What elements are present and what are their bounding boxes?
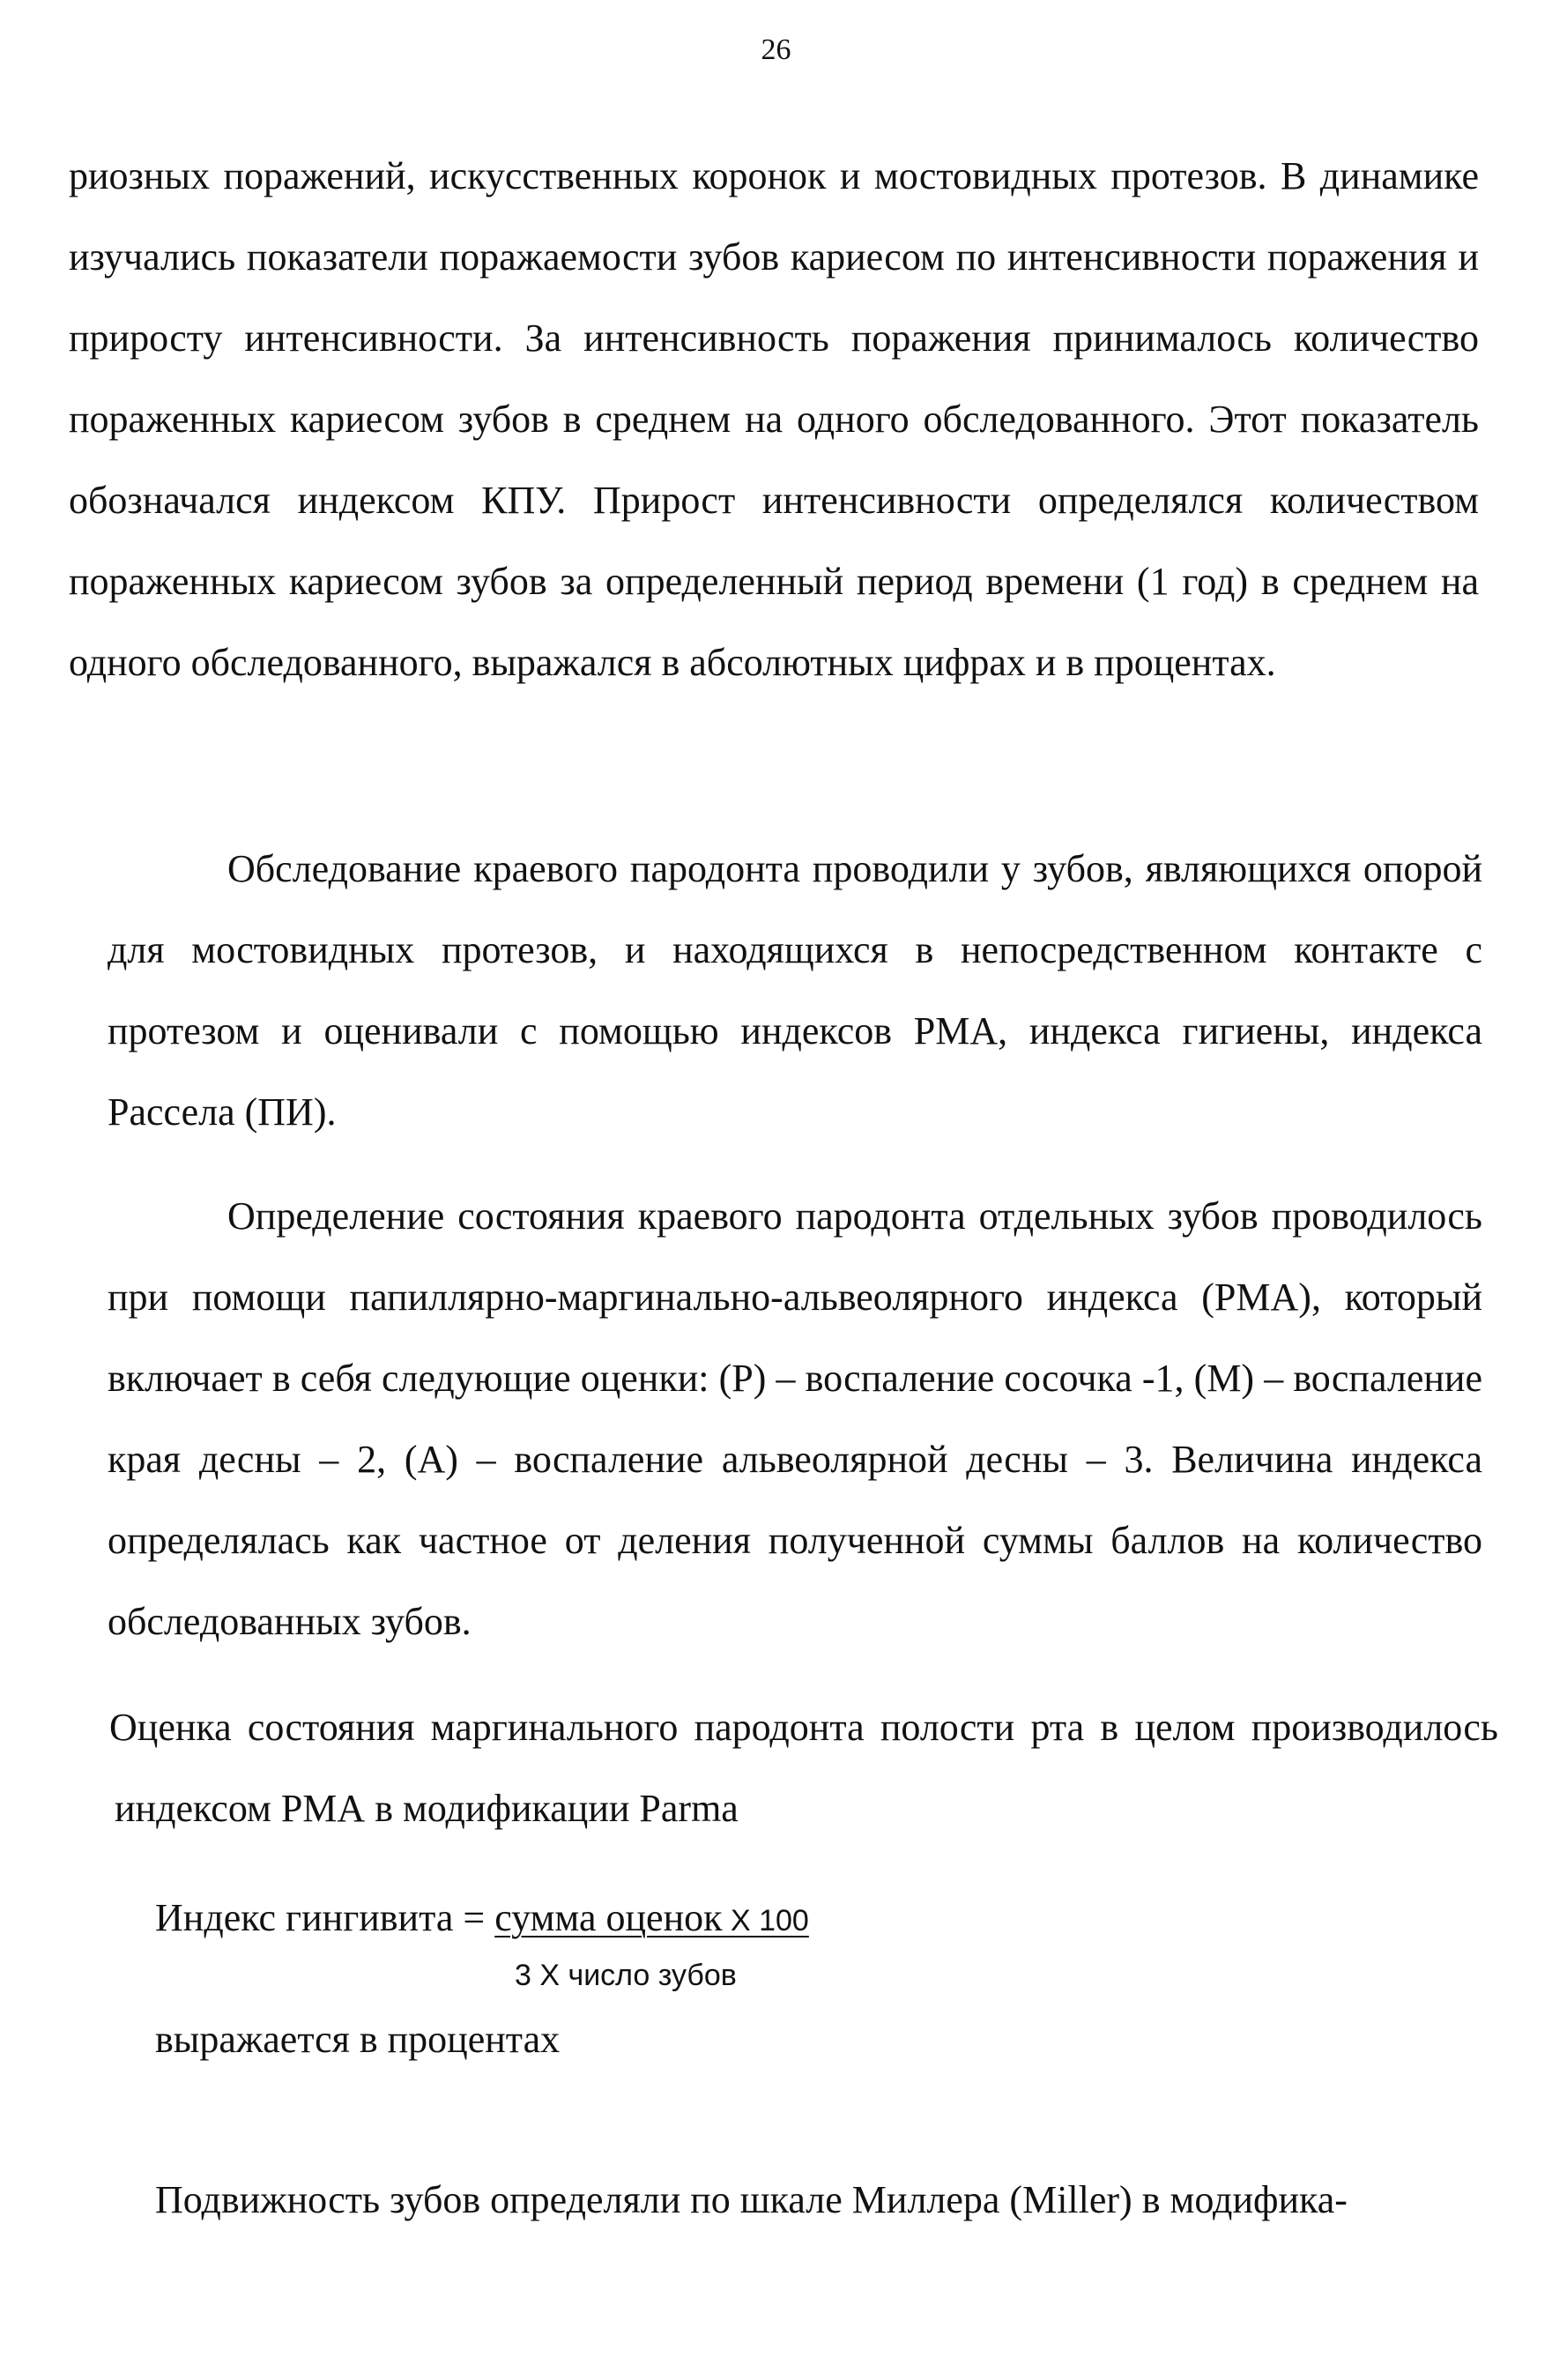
formula-numerator-suffix: X 100 (722, 1904, 809, 1937)
paragraph-tooth-mobility: Подвижность зубов определяли по шкале Миллера (Miller) в модифика- (155, 2178, 1348, 2221)
formula-denominator: 3 X число зубов (515, 1959, 737, 1992)
formula-numerator-text: сумма оценок (494, 1896, 723, 1939)
gingivitis-index-formula (155, 1895, 809, 1940)
formula-note: выражается в процентах (155, 2018, 561, 2061)
paragraph-pma-index: Определение состояния краевого пародонта отдельных зубов проводилось при помощи папиллярно-маргинально-альвеолярного индекса (РМА), который включает в себя следующие оценки: (Р) – воспаление сосочка -1, (М) – воспаление края десны – 2, (А) – воспаление альвеолярной десны – 3. Величина индекса определялась как частное от деления полученной суммы баллов на количество обследованных зубов. (108, 1194, 1482, 1643)
formula-numerator (494, 1896, 809, 1939)
paragraph-parma-modification: Оценка состояния маргинального пародонта полости рта в целом производилось индексом РМА в модификации Parma (109, 1706, 1498, 1830)
page-number: 26 (761, 33, 791, 66)
paragraph-caries-indices: риозных поражений, искусственных коронок и мостовидных протезов. В динамике изучались показатели поражаемости зубов кариесом по интенсивности поражения и приросту интенсивности. За интенсивность поражения принималось количество пораженных кариесом зубов в среднем на одного обследованного. Этот показатель обозначался индексом КПУ. Прирост интенсивности определялся количеством пораженных кариесом зубов за определенный период времени (1 год) в среднем на одного обследованного, выражался в абсолютных цифрах и в процентах. (69, 154, 1479, 684)
formula-lhs: Индекс гингивита = (155, 1896, 495, 1939)
paragraph-periodontal-exam: Обследование краевого пародонта проводили у зубов, являющихся опорой для мостовидных протезов, и находящихся в непосредственном контакте с протезом и оценивали с помощью индексов РМА, индекса гигиены, индекса Рассела (ПИ). (108, 847, 1482, 1134)
